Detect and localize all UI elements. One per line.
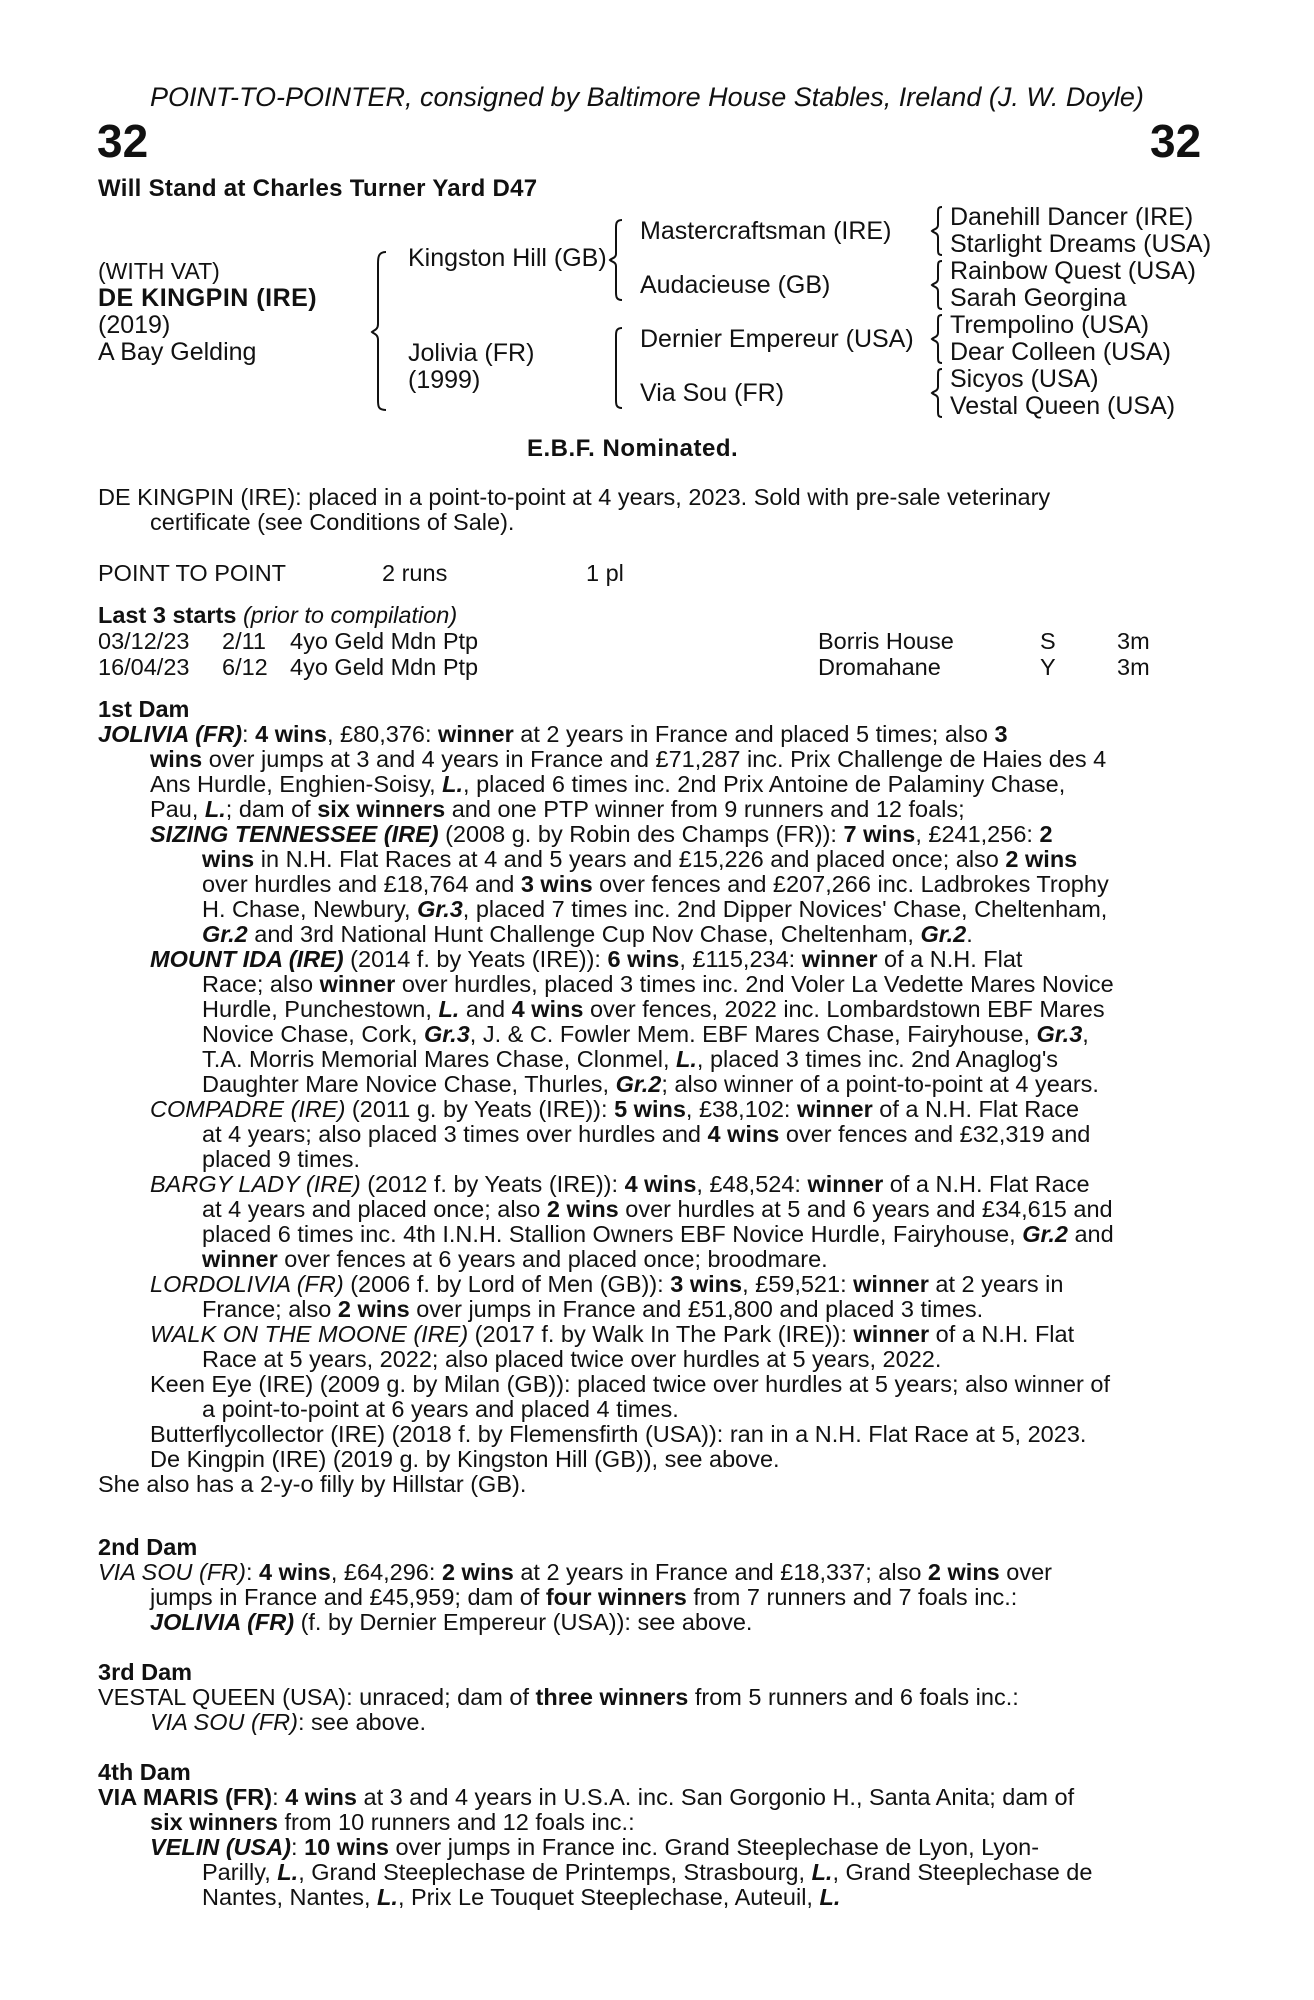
text-run: four winners [545,1584,687,1610]
text-run: : [242,721,256,747]
text-run: , Prix Le Touquet Steeplechase, Auteuil, [397,1884,820,1910]
text-run: Parilly, [202,1859,278,1885]
text-run: and [459,996,512,1022]
text-run: : see above. [297,1709,427,1735]
text-run: L. [204,796,226,822]
horse-year: (2019) [98,311,171,339]
ptp-runs: 2 runs [382,560,448,586]
text-line [150,1710,426,1735]
text-run: VELIN (USA) [150,1834,291,1860]
text-line [202,1885,840,1910]
produce-lordolivia [150,1272,1063,1297]
fourth-dam-heading: 4th Dam [98,1759,191,1785]
text-run: H. Chase, Newbury, [202,896,418,922]
text-run: 4 wins [255,721,327,747]
text-run: : [291,1834,305,1860]
text-run: L. [438,996,460,1022]
text-run: L. [277,1859,299,1885]
text-run: Gr.2 [615,1071,662,1097]
text-run: and 3rd National Hunt Challenge Cup Nov Chase, Cheltenham, [247,921,921,947]
text-run: JOLIVIA (FR) [98,721,243,747]
text-run: (f. by Dernier Empereur (USA)): see above. [294,1609,753,1635]
intro-line: certificate (see Conditions of Sale). [150,509,515,535]
text-run: L. [676,1046,697,1072]
text-run: , [1082,1021,1089,1047]
text-line [202,1072,1099,1097]
text-run: L. [811,1859,833,1885]
text-run: over jumps in France and £51,800 and placed 3 times. [409,1296,984,1322]
text-run: VIA SOU (FR) [98,1559,246,1585]
text-run: over fences and £32,319 and [779,1121,1091,1147]
dam-dam: Via Sou (FR) [640,379,785,407]
text-run: 3 [994,721,1008,747]
text-run: of a N.H. Flat [929,1321,1075,1347]
text-line [150,1810,635,1835]
ptp-label: POINT TO POINT [98,560,287,586]
text-run: 2 [1039,821,1053,847]
produce-velin [150,1835,1039,1860]
text-run: 2 wins [927,1559,1000,1585]
text-run: of a N.H. Flat Race [872,1096,1080,1122]
text-run: . [966,921,973,947]
dam: Jolivia (FR) [408,339,535,367]
text-run: ; also winner of a point-to-point at 4 years. [661,1071,1099,1097]
sire-sire: Mastercraftsman (IRE) [640,217,892,245]
text-run: , £241,256: [915,821,1040,847]
text-run: winner [807,1171,884,1197]
text-run: Daughter Mare Novice Chase, Thurles, [202,1071,616,1097]
sire-dam-sire: Rainbow Quest (USA) [950,257,1196,285]
text-line [202,922,973,947]
text-run: wins [202,846,255,872]
starts-title: Last 3 starts [98,602,237,628]
text-run: over hurdles at 5 and 6 years and £34,615 and [618,1196,1113,1222]
text-run: BARGY LADY (IRE) [150,1171,361,1197]
text-run: France; also [202,1296,338,1322]
text-run: , £38,102: [685,1096,797,1122]
text-run: Gr.2 [1022,1221,1068,1247]
text-run: Gr.3 [1036,1021,1083,1047]
text-run: 4 wins [707,1121,780,1147]
text-run: (2006 f. by Lord of Men (GB)): [343,1271,671,1297]
text-run: (2017 f. by Walk In The Park (IRE)): [468,1321,854,1347]
text-run: at 2 years in France and placed 5 times; also [513,721,995,747]
text-line [202,897,1107,922]
text-run: Race at 5 years, 2022; also placed twice over hurdles at 5 years, 2022. [202,1346,942,1372]
text-run: over fences and £207,266 inc. Ladbrokes Trophy [592,871,1109,897]
text-run: WALK ON THE MOONE (IRE) [150,1321,469,1347]
text-line [98,603,457,628]
text-run: wins [150,746,203,772]
pedigree-bracket [608,328,632,408]
text-line [202,1122,1090,1147]
text-run: 2 wins [441,1559,514,1585]
text-run: and [1067,1221,1114,1247]
text-run: at 4 years and placed once; also [202,1196,547,1222]
text-run: , Grand Steeplechase de [832,1859,1093,1885]
third-dam-heading: 3rd Dam [98,1659,193,1685]
text-run: placed 9 times. [202,1146,361,1172]
horse-name: DE KINGPIN (IRE) [98,284,318,312]
text-run: , £48,524: [696,1171,808,1197]
text-line [202,1197,1113,1222]
start-date: 16/04/23 [98,654,190,680]
first-dam-text [98,722,1008,747]
text-run: 6 wins [607,946,680,972]
text-run: six winners [150,1809,278,1835]
vat-note: (WITH VAT) [98,258,220,284]
text-run: : [272,1784,286,1810]
produce-mount-ida [150,947,1022,972]
text-run: 2 wins [1005,846,1078,872]
second-dam-text [98,1560,1052,1585]
text-run: at 4 years; also placed 3 times over hurdles and [202,1121,708,1147]
text-run: from 10 runners and 12 foals inc.: [278,1809,635,1835]
text-run: jumps in France and £45,959; dam of [150,1584,546,1610]
text-run: MOUNT IDA (IRE) [150,946,344,972]
produce-compadre [150,1097,1079,1122]
text-line [150,1585,1017,1610]
text-line [202,972,1114,997]
dam-dam-sire: Sicyos (USA) [950,365,1099,393]
start-going: S [1040,628,1056,654]
text-run: , placed 7 times inc. 2nd Dipper Novices' Chase, Cheltenham, [462,896,1108,922]
text-run: 7 wins [843,821,916,847]
text-run: 4 wins [624,1171,697,1197]
text-run: , placed 3 times inc. 2nd Anaglog's [696,1046,1059,1072]
text-line [150,772,1065,797]
third-dam-text [98,1685,1019,1710]
text-run: 3 wins [670,1271,743,1297]
text-run: (2012 f. by Yeats (IRE)): [360,1171,625,1197]
dam-note: She also has a 2-y-o filly by Hillstar (GB). [98,1471,527,1497]
text-run: L. [377,1884,398,1910]
text-run: Gr.3 [417,896,463,922]
text-run: , J. & C. Fowler Mem. EBF Mares Chase, Fairyhouse, [469,1021,1037,1047]
text-line [150,1610,752,1635]
pedigree-bracket [928,367,948,419]
text-run: JOLIVIA (FR) [150,1609,295,1635]
text-run: over jumps in France inc. Grand Steeplechase de Lyon, Lyon- [388,1834,1040,1860]
text-run: at 2 years in [928,1271,1064,1297]
text-run: winner [202,1246,278,1272]
text-run: 4 wins [259,1559,331,1585]
pedigree-bracket [928,259,948,311]
ptp-placed: 1 pl [586,560,624,586]
text-run: over fences at 6 years and placed once; broodmare. [277,1246,828,1272]
text-run: 3 wins [520,871,593,897]
text-run: Novice Chase, Cork, [202,1021,425,1047]
dam-sire: Dernier Empereur (USA) [640,325,914,353]
stand-location: Will Stand at Charles Turner Yard D47 [98,175,538,202]
text-run: over fences, 2022 inc. Lombardstown EBF Mares [583,996,1105,1022]
text-run: 2 wins [546,1196,619,1222]
start-date: 03/12/23 [98,628,190,654]
second-dam-heading: 2nd Dam [98,1534,198,1560]
fourth-dam-text [98,1785,1074,1810]
dam-year: (1999) [408,366,481,394]
dam-sire-dam: Dear Colleen (USA) [950,338,1171,366]
text-run: , £64,296: [330,1559,442,1585]
text-run: VIA MARIS (FR) [98,1784,273,1810]
start-course: Dromahane [818,654,941,680]
text-line [150,747,1106,772]
page-header: POINT-TO-POINTER, consigned by Baltimore House Stables, Ireland (J. W. Doyle) [150,82,1144,112]
produce-sizing-tennessee [150,822,1053,847]
text-line [202,1347,941,1372]
text-run: , £80,376: [326,721,439,747]
produce-keen-eye: Keen Eye (IRE) (2009 g. by Milan (GB)): placed twice over hurdles at 5 years; also winner of [150,1371,1111,1397]
text-line [202,1247,828,1272]
produce-bargy-lady [150,1172,1090,1197]
text-run: winner [853,1321,930,1347]
text-line [202,997,1105,1022]
text-run: SIZING TENNESSEE (IRE) [150,821,439,847]
text-run: three winners [535,1684,689,1710]
text-line [150,797,965,822]
lot-number-left: 32 [97,115,149,167]
start-distance: 3m [1117,628,1150,654]
text-line [202,1147,360,1172]
ebf-nominated: E.B.F. Nominated. [527,435,739,462]
text-run: L. [442,771,464,797]
intro-line: DE KINGPIN (IRE): placed in a point-to-point at 4 years, 2023. Sold with pre-sale veterinary [98,484,1051,510]
text-run: 4 wins [511,996,584,1022]
text-run: from 5 runners and 6 foals inc.: [688,1684,1019,1710]
text-line [202,1022,1089,1047]
text-run: Nantes, Nantes, [202,1884,378,1910]
produce-de-kingpin: De Kingpin (IRE) (2019 g. by Kingston Hill (GB)), see above. [150,1446,780,1472]
text-run: Gr.3 [424,1021,470,1047]
text-run: 5 wins [614,1096,686,1122]
text-line [202,1047,1058,1072]
sire: Kingston Hill (GB) [408,244,607,272]
text-run: over [999,1559,1053,1585]
text-run: at 2 years in France and £18,337; also [513,1559,928,1585]
text-run: , Grand Steeplechase de Printemps, Strasbourg, [298,1859,812,1885]
text-run: LORDOLIVIA (FR) [150,1271,344,1297]
text-run: over hurdles, placed 3 times inc. 2nd Voler La Vedette Mares Novice [395,971,1114,997]
start-distance: 3m [1117,654,1150,680]
text-run: in N.H. Flat Races at 4 and 5 years and £15,226 and placed once; also [254,846,1006,872]
text-run: (2008 g. by Robin des Champs (FR)): [438,821,844,847]
text-run: , £59,521: [742,1271,854,1297]
text-run: Gr.2 [202,921,248,947]
produce-walk-on-the-moone [150,1322,1074,1347]
start-going: Y [1040,654,1056,680]
sire-sire-sire: Danehill Dancer (IRE) [950,203,1194,231]
dam-dam-dam: Vestal Queen (USA) [950,392,1176,420]
text-run: VIA SOU (FR) [150,1709,298,1735]
text-run: Pau, [150,796,205,822]
text-run: over hurdles and £18,764 and [202,871,521,897]
text-line [202,1222,1114,1247]
text-run: T.A. Morris Memorial Mares Chase, Clonmel, [202,1046,677,1072]
pedigree-bracket [928,205,948,257]
text-run: Gr.2 [920,921,967,947]
start-position: 6/12 [222,654,268,680]
text-run: winner [319,971,396,997]
sire-dam: Audacieuse (GB) [640,271,831,299]
text-run: L. [819,1884,841,1910]
text-line [202,1297,983,1322]
pedigree-bracket [928,313,948,365]
text-run: , £115,234: [679,946,802,972]
text-run: winner [853,1271,929,1297]
text-run: Ans Hurdle, Enghien-Soisy, [150,771,443,797]
text-run: at 3 and 4 years in U.S.A. inc. San Gorgonio H., Santa Anita; dam of [356,1784,1075,1810]
text-run: placed 6 times inc. 4th I.N.H. Stallion Owners EBF Novice Hurdle, Fairyhouse, [202,1221,1023,1247]
text-run: 10 wins [304,1834,389,1860]
horse-description: A Bay Gelding [98,338,257,366]
text-run: (2011 g. by Yeats (IRE)): [345,1096,615,1122]
start-course: Borris House [818,628,954,654]
sire-dam-dam: Sarah Georgina [950,284,1127,312]
pedigree-bracket [372,250,402,410]
start-race: 4yo Geld Mdn Ptp [290,628,479,654]
text-line [202,872,1109,897]
text-run: Race; also [202,971,320,997]
text-run: VESTAL QUEEN (USA): unraced; dam of [98,1684,536,1710]
text-run: (2014 f. by Yeats (IRE)): [343,946,608,972]
text-run: winner [801,946,878,972]
produce-butterflycollector: Butterflycollector (IRE) (2018 f. by Flemensfirth (USA)): ran in a N.H. Flat Race at 5, 2023. [150,1421,1087,1447]
pedigree-bracket [608,220,632,300]
lot-number-right: 32 [1150,115,1202,167]
text-run: winner [796,1096,873,1122]
text-run: , placed 6 times inc. 2nd Prix Antoine de Palaminy Chase, [463,771,1066,797]
text-run: 2 wins [337,1296,410,1322]
starts-note: (prior to compilation) [242,602,458,628]
text-run: COMPADRE (IRE) [150,1096,346,1122]
text-line: a point-to-point at 6 years and placed 4 times. [202,1396,679,1422]
text-run: ; dam of [225,796,318,822]
text-run: : [245,1559,260,1585]
text-line [202,1860,1092,1885]
sire-sire-dam: Starlight Dreams (USA) [950,230,1212,258]
start-position: 2/11 [222,628,266,654]
dam-sire-sire: Trempolino (USA) [950,311,1150,339]
text-run: over jumps at 3 and 4 years in France and £71,287 inc. Prix Challenge de Haies des 4 [202,746,1107,772]
text-run: from 7 runners and 7 foals inc.: [686,1584,1018,1610]
text-line [202,847,1077,872]
text-run: winner [438,721,514,747]
text-run: of a N.H. Flat Race [883,1171,1090,1197]
text-run: six winners [317,796,446,822]
text-run: Hurdle, Punchestown, [202,996,439,1022]
start-race: 4yo Geld Mdn Ptp [290,654,479,680]
text-run: of a N.H. Flat [877,946,1023,972]
first-dam-heading: 1st Dam [98,696,190,722]
text-run: 4 wins [285,1784,357,1810]
text-run: and one PTP winner from 9 runners and 12 foals; [445,796,965,822]
